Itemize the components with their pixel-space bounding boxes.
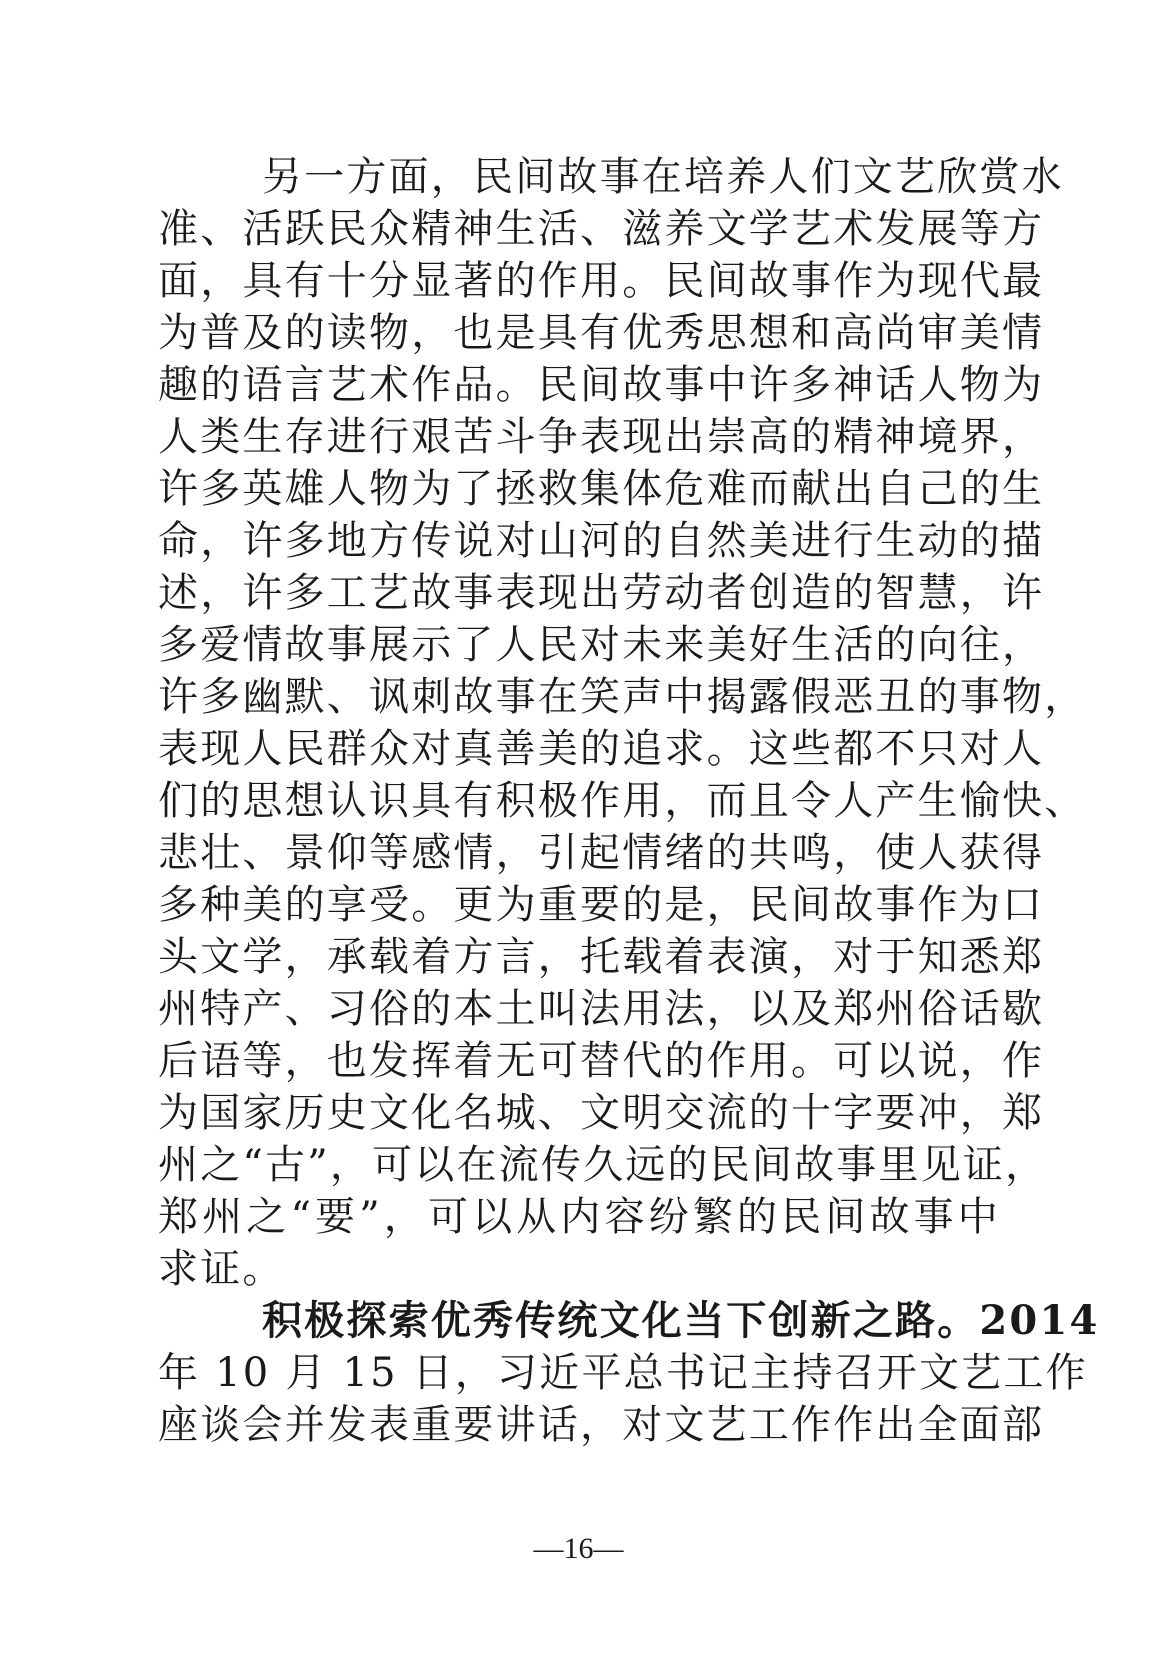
paragraph-line: 座谈会并发表重要讲话，对文艺工作作出全面部 xyxy=(158,1402,1045,1448)
paragraph-line: 州特产、习俗的本土叫法用法，以及郑州俗话歇 xyxy=(158,986,1045,1032)
paragraph-line: 趣的语言艺术作品。民间故事中许多神话人物为 xyxy=(158,362,1045,408)
paragraph-line: 许多幽默、讽刺故事在笑声中揭露假恶丑的事物， xyxy=(158,674,1087,720)
paragraph-line: 命，许多地方传说对山河的自然美进行生动的描 xyxy=(158,518,1045,564)
paragraph-line: 许多英雄人物为了拯救集体危难而献出自己的生 xyxy=(158,466,1045,512)
paragraph-line: 面，具有十分显著的作用。民间故事作为现代最 xyxy=(158,258,1045,304)
paragraph-line: 为国家历史文化名城、文明交流的十字要冲，郑 xyxy=(158,1090,1045,1136)
paragraph-line: 表现人民群众对真善美的追求。这些都不只对人 xyxy=(158,726,1045,772)
paragraph-line: 另一方面，民间故事在培养人们文艺欣赏水 xyxy=(262,154,1064,200)
body-text xyxy=(158,151,1100,1451)
paragraph-line: 准、活跃民众精神生活、滋养文学艺术发展等方 xyxy=(158,206,1045,252)
paragraph-line: 头文学，承载着方言，托载着表演，对于知悉郑 xyxy=(158,934,1045,980)
page-number: —16— xyxy=(533,1532,624,1565)
paragraph-line: 郑州之“要”，可以从内容纷繁的民间故事中 xyxy=(158,1194,1000,1240)
paragraph-line: 述，许多工艺故事表现出劳动者创造的智慧，许 xyxy=(158,570,1045,616)
paragraph-line: 求证。 xyxy=(158,1246,285,1292)
paragraph-line: 们的思想认识具有积极作用，而且令人产生愉快、 xyxy=(158,778,1087,824)
paragraph-line: 年 10 月 15 日，习近平总书记主持召开文艺工作 xyxy=(158,1350,1088,1396)
paragraph-line: 州之“古”，可以在流传久远的民间故事里见证， xyxy=(158,1142,1048,1188)
paragraph-line: 多爱情故事展示了人民对未来美好生活的向往， xyxy=(158,622,1045,668)
paragraph-line: 悲壮、景仰等感情，引起情绪的共鸣，使人获得 xyxy=(158,830,1045,876)
paragraph-line: 为普及的读物，也是具有优秀思想和高尚审美情 xyxy=(158,310,1045,356)
paragraph-line: 人类生存进行艰苦斗争表现出崇高的精神境界， xyxy=(158,414,1045,460)
section-lead-line: 积极探索优秀传统文化当下创新之路。2014 xyxy=(262,1297,1100,1344)
paragraph-line: 后语等，也发挥着无可替代的作用。可以说，作 xyxy=(158,1038,1045,1084)
paragraph-line: 多种美的享受。更为重要的是，民间故事作为口 xyxy=(158,882,1045,928)
